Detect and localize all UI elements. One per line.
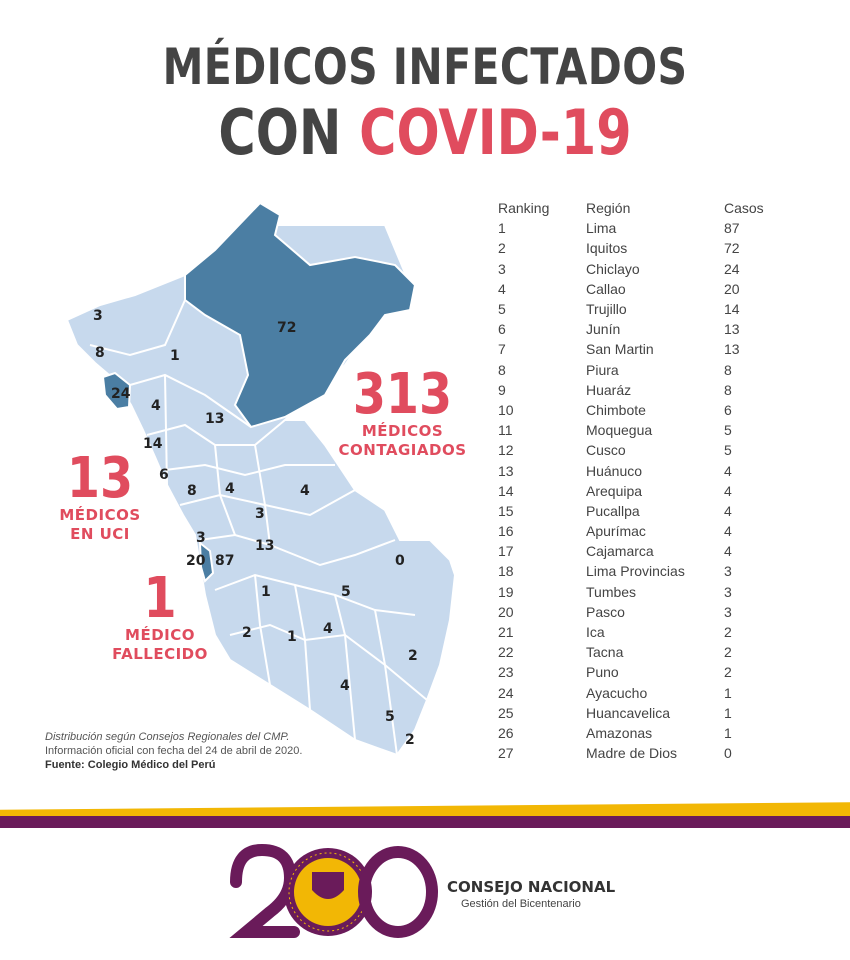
map-label-amazonas: 1 (170, 348, 180, 364)
map-label-san-martin: 13 (205, 411, 225, 427)
map-label-tacna: 2 (405, 732, 415, 748)
cell-region: San Martin (586, 341, 654, 358)
map-label-huanuco: 4 (225, 481, 235, 497)
table-row (498, 642, 798, 662)
table-row (498, 622, 798, 642)
map-label-cajamarca: 4 (151, 398, 161, 414)
cell-ranking: 16 (498, 523, 514, 540)
map-label-piura: 8 (95, 345, 105, 361)
cell-ranking: 20 (498, 603, 514, 620)
table-row (498, 319, 798, 339)
map-label-apurimac: 4 (323, 621, 333, 637)
cell-ranking: 25 (498, 704, 514, 721)
table-row (498, 662, 798, 682)
cell-ranking: 1 (498, 220, 506, 237)
cell-ranking: 23 (498, 664, 514, 681)
cell-ranking: 3 (498, 260, 506, 277)
cell-ranking: 12 (498, 442, 514, 459)
cell-casos: 2 (724, 664, 732, 681)
table-row (498, 279, 798, 299)
table-row (498, 440, 798, 460)
table-row (498, 743, 798, 763)
header-ranking: Ranking (498, 200, 550, 217)
cell-region: Tumbes (586, 583, 637, 600)
cell-ranking: 26 (498, 724, 514, 741)
stat-fallecido-label-1: MÉDICO (125, 626, 195, 644)
cell-region: Ayacucho (586, 684, 648, 701)
map-label-huancavelica: 1 (261, 584, 271, 600)
map-label-madre-de-dios: 0 (395, 553, 405, 569)
cell-casos: 14 (724, 301, 740, 318)
cell-casos: 6 (724, 401, 732, 418)
cell-region: Amazonas (586, 724, 653, 741)
ranking-table (498, 198, 798, 763)
map-label-lambayeque: 24 (111, 386, 131, 402)
map-label-tumbes: 3 (93, 308, 103, 324)
map-label-huaraz: 8 (187, 483, 197, 499)
stat-uci-label-2: EN UCI (70, 525, 130, 543)
cell-casos: 4 (724, 523, 732, 540)
ranking-table-body (498, 218, 798, 763)
cell-region: Callao (586, 280, 626, 297)
cell-ranking: 17 (498, 543, 514, 560)
table-row (498, 299, 798, 319)
cell-region: Cusco (586, 442, 626, 459)
map-label-lima-provincias: 3 (196, 530, 206, 546)
cell-region: Tacna (586, 644, 624, 661)
cell-casos: 5 (724, 422, 732, 439)
cell-casos: 13 (724, 321, 740, 338)
cell-casos: 72 (724, 240, 740, 257)
map-label-loreto: 72 (277, 320, 297, 336)
table-row (498, 541, 798, 561)
cell-region: Puno (586, 664, 619, 681)
stat-fallecido-label-2: FALLECIDO (112, 645, 208, 663)
cell-region: Piura (586, 361, 619, 378)
cell-region: Pasco (586, 603, 625, 620)
ranking-table-header (498, 198, 798, 218)
table-row (498, 501, 798, 521)
source-note-distribution: Distribución según Consejos Regionales del CMP. (45, 731, 290, 743)
cell-casos: 8 (724, 381, 732, 398)
cell-ranking: 15 (498, 502, 514, 519)
cell-ranking: 11 (498, 422, 513, 439)
cell-region: Junín (586, 321, 621, 338)
cell-region: Huánuco (586, 462, 643, 479)
title-covid: COVID-19 (359, 96, 632, 169)
cell-casos: 2 (724, 624, 732, 641)
cell-casos: 1 (724, 724, 732, 741)
table-row (498, 420, 798, 440)
cell-ranking: 13 (498, 462, 514, 479)
stat-total-infected (335, 362, 470, 460)
stat-fallecido-value: 1 (143, 566, 177, 631)
stat-uci (40, 446, 160, 544)
cell-casos: 4 (724, 482, 732, 499)
cell-ranking: 9 (498, 381, 506, 398)
table-row (498, 561, 798, 581)
title-line-2 (77, 96, 774, 169)
cell-ranking: 27 (498, 745, 514, 762)
cell-casos: 13 (724, 341, 740, 358)
map-label-ayacucho: 1 (287, 629, 297, 645)
source-notes (45, 730, 302, 772)
table-row (498, 400, 798, 420)
map-label-pucallpa: 4 (300, 483, 310, 499)
cell-casos: 8 (724, 361, 732, 378)
cell-region: Apurímac (586, 523, 646, 540)
title-line-1: MÉDICOS INFECTADOS (162, 38, 688, 96)
table-row (498, 683, 798, 703)
stat-total-label-2: CONTAGIADOS (338, 441, 467, 459)
table-row (498, 703, 798, 723)
cell-casos: 1 (724, 704, 732, 721)
map-label-la-libertad: 14 (143, 436, 163, 452)
cell-casos: 2 (724, 644, 732, 661)
map-label-puno: 2 (408, 648, 418, 664)
header-casos: Casos (724, 200, 764, 217)
logo-digit-0 (364, 852, 432, 932)
cell-casos: 4 (724, 502, 732, 519)
logo-subtitle: Gestión del Bicentenario (461, 898, 581, 910)
cell-casos: 1 (724, 684, 732, 701)
cell-ranking: 10 (498, 401, 514, 418)
cell-casos: 87 (724, 220, 740, 237)
table-row (498, 602, 798, 622)
cell-casos: 20 (724, 280, 740, 297)
cell-region: Iquitos (586, 240, 628, 257)
map-label-arequipa: 4 (340, 678, 350, 694)
source-note-fuente: Fuente: Colegio Médico del Perú (45, 759, 216, 771)
map-label-junin: 13 (255, 538, 275, 554)
stat-uci-label-1: MÉDICOS (59, 506, 141, 524)
stat-uci-value: 13 (66, 446, 134, 511)
stat-total-value: 313 (352, 362, 453, 427)
cell-casos: 3 (724, 603, 732, 620)
map-label-chimbote: 6 (159, 467, 169, 483)
table-row (498, 723, 798, 743)
cell-region: Huancavelica (586, 704, 671, 721)
cell-region: Ica (586, 624, 605, 641)
logo-text (447, 878, 615, 910)
map-label-pasco: 3 (255, 506, 265, 522)
cell-region: Huaráz (586, 381, 632, 398)
cell-region: Lima Provincias (586, 563, 685, 580)
title-con: CON (218, 96, 342, 169)
cell-region: Moquegua (586, 422, 653, 439)
source-note-date: Información oficial con fecha del 24 de abril de 2020. (45, 745, 303, 757)
cell-ranking: 8 (498, 361, 506, 378)
table-row (498, 360, 798, 380)
cell-casos: 0 (724, 745, 732, 762)
cell-ranking: 5 (498, 301, 506, 318)
cell-region: Chiclayo (586, 260, 640, 277)
table-row (498, 339, 798, 359)
cell-ranking: 19 (498, 583, 514, 600)
cell-ranking: 21 (498, 624, 514, 641)
cell-ranking: 2 (498, 240, 506, 257)
table-row (498, 460, 798, 480)
cell-casos: 4 (724, 543, 732, 560)
cell-ranking: 22 (498, 644, 514, 661)
cell-region: Cajamarca (586, 543, 654, 560)
map-label-moquegua: 5 (385, 709, 395, 725)
cell-region: Arequipa (586, 482, 643, 499)
cell-region: Trujillo (586, 301, 627, 318)
cell-ranking: 18 (498, 563, 514, 580)
map-label-callao: 20 (186, 553, 206, 569)
stat-total-label-1: MÉDICOS (361, 422, 444, 440)
map-label-ica: 2 (242, 625, 252, 641)
table-row (498, 218, 798, 238)
cell-ranking: 24 (498, 684, 514, 701)
table-row (498, 582, 798, 602)
decorative-band-purple (0, 816, 850, 828)
logo-title: CONSEJO NACIONAL (447, 878, 616, 896)
cell-ranking: 6 (498, 321, 506, 338)
bicentenario-logo (228, 842, 448, 942)
cell-region: Lima (586, 220, 617, 237)
cell-ranking: 14 (498, 482, 514, 499)
cell-region: Chimbote (586, 401, 646, 418)
cell-casos: 4 (724, 462, 732, 479)
map-label-cusco: 5 (341, 584, 351, 600)
cell-region: Madre de Dios (586, 745, 678, 762)
map-label-lima: 87 (215, 553, 235, 569)
table-row (498, 238, 798, 258)
stat-fallecido (100, 566, 220, 664)
cell-casos: 3 (724, 563, 732, 580)
cell-region: Pucallpa (586, 502, 640, 519)
cell-casos: 3 (724, 583, 732, 600)
cell-ranking: 4 (498, 280, 506, 297)
cell-casos: 24 (724, 260, 740, 277)
cell-ranking: 7 (498, 341, 506, 358)
header-region: Región (586, 200, 631, 217)
table-row (498, 380, 798, 400)
cell-casos: 5 (724, 442, 732, 459)
table-row (498, 521, 798, 541)
table-row (498, 259, 798, 279)
table-row (498, 481, 798, 501)
